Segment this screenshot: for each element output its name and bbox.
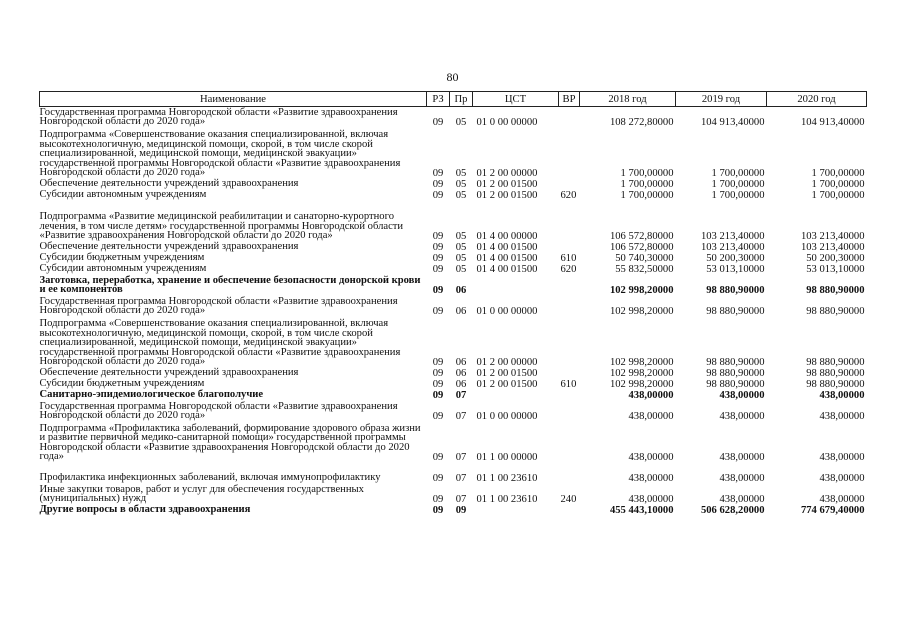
row-name: Подпрограмма «Развитие медицинской реабилитации и санаторно-курортного лечения, в том числе детям» государственной программы Новгородской области «Развитие здравоохранения Новгородской области до 2020 года» [39, 211, 404, 242]
table-row [40, 379, 867, 390]
row-2020: 104 913,40000 [800, 117, 865, 129]
row-2018: 102 998,20000 [609, 285, 674, 297]
col-header-name: Наименование [40, 92, 427, 107]
row-vr: 620 [560, 190, 577, 202]
row-vr [559, 296, 580, 317]
table-row [40, 422, 867, 463]
row-2020: 103 213,40000 [800, 242, 865, 254]
row-cst: 01 2 00 01500 [476, 179, 538, 191]
row-2019: 103 213,40000 [700, 231, 765, 243]
row-cst: 01 2 00 01500 [476, 379, 538, 391]
row-vr: 610 [560, 379, 577, 391]
row-pr: 05 [455, 264, 467, 276]
budget-table [39, 91, 867, 516]
col-header-rz: РЗ [427, 92, 450, 107]
row-name: Субсидии автономным учреждениям [39, 263, 207, 275]
row-pr: 05 [455, 231, 467, 243]
row-cst [473, 275, 559, 296]
row-rz: 09 [432, 264, 444, 276]
row-vr [559, 242, 580, 253]
table-row [40, 505, 867, 516]
row-vr [559, 201, 580, 242]
row-2018: 102 998,20000 [609, 368, 674, 380]
row-vr: 240 [560, 494, 577, 506]
row-vr [559, 317, 580, 368]
row-vr [559, 368, 580, 379]
row-2018: 438,00000 [628, 473, 674, 485]
row-2020: 438,00000 [819, 473, 865, 485]
row-2020: 438,00000 [819, 411, 865, 423]
row-pr: 06 [455, 368, 467, 380]
col-header-cst: ЦСТ [473, 92, 559, 107]
table-row [40, 242, 867, 253]
row-2020: 50 200,30000 [806, 253, 865, 265]
row-2020: 1 700,00000 [811, 179, 865, 191]
row-vr [559, 463, 580, 484]
row-name: Субсидии бюджетным учреждениям [39, 378, 205, 390]
row-name: Санитарно-эпидемиологическое благополучие [39, 389, 264, 401]
row-cst: 01 4 00 01500 [476, 264, 538, 276]
row-pr: 07 [455, 411, 467, 423]
col-header-pr: Пр [450, 92, 473, 107]
table-row [40, 390, 867, 401]
row-cst: 01 0 00 00000 [476, 411, 538, 423]
row-2018: 438,00000 [628, 494, 674, 506]
row-vr [559, 107, 580, 129]
row-name: Иные закупки товаров, работ и услуг для обеспечения государственных (муниципальных) нужд [39, 483, 364, 505]
row-name: Другие вопросы в области здравоохранения [39, 504, 251, 516]
row-name: Государственная программа Новгородской области «Развитие здравоохранения Новгородской области до 2020 года» [39, 295, 398, 317]
row-2019: 1 700,00000 [711, 168, 765, 180]
row-vr [559, 390, 580, 401]
col-header-2018: 2018 год [580, 92, 676, 107]
row-name: Субсидии автономным учреждениям [39, 189, 207, 201]
row-2020: 98 880,90000 [806, 306, 865, 318]
row-name: Обеспечение деятельности учреждений здравоохранения [39, 367, 299, 379]
row-pr: 09 [455, 505, 467, 517]
row-2020: 98 880,90000 [806, 379, 865, 391]
row-name: Подпрограмма «Профилактика заболеваний, формирование здорового образа жизни и развитие первичной медико-санитарной помощи» государственной программы Новгородской области «Развитие здравоохранения Новгородской области до 2020 года» [39, 422, 421, 463]
row-vr [559, 505, 580, 516]
row-2019: 438,00000 [719, 390, 765, 402]
row-rz: 09 [432, 505, 444, 517]
row-pr: 05 [455, 242, 467, 254]
row-2019: 104 913,40000 [700, 117, 765, 129]
row-2020: 438,00000 [819, 452, 865, 464]
page-number: 80 [446, 70, 459, 84]
row-2020: 103 213,40000 [800, 231, 865, 243]
row-2018: 438,00000 [628, 452, 674, 464]
table-header-row [40, 92, 867, 107]
row-rz: 09 [432, 190, 444, 202]
row-name: Субсидии бюджетным учреждениям [39, 252, 205, 264]
row-2019: 98 880,90000 [706, 306, 765, 318]
row-pr: 07 [455, 494, 467, 506]
table-row [40, 190, 867, 201]
row-vr [559, 422, 580, 463]
row-pr: 05 [455, 179, 467, 191]
row-2020: 98 880,90000 [806, 368, 865, 380]
row-2019: 98 880,90000 [706, 357, 765, 369]
row-cst [473, 505, 559, 516]
table-row [40, 484, 867, 505]
row-2019: 1 700,00000 [711, 190, 765, 202]
row-rz: 09 [432, 368, 444, 380]
row-cst: 01 2 00 01500 [476, 190, 538, 202]
row-2018: 438,00000 [628, 411, 674, 423]
row-2019: 438,00000 [719, 411, 765, 423]
col-header-2020: 2020 год [767, 92, 867, 107]
row-pr: 06 [455, 306, 467, 318]
row-rz: 09 [432, 390, 444, 402]
row-pr: 05 [455, 253, 467, 265]
row-rz: 09 [432, 168, 444, 180]
row-cst: 01 1 00 23610 [476, 473, 538, 485]
row-name: Заготовка, переработка, хранение и обеспечение безопасности донорской крови и ее компонентов [39, 274, 421, 296]
row-2018: 106 572,80000 [609, 231, 674, 243]
row-pr: 05 [455, 168, 467, 180]
row-2019: 98 880,90000 [706, 368, 765, 380]
table-row [40, 179, 867, 190]
table-row [40, 264, 867, 275]
row-2018: 438,00000 [628, 390, 674, 402]
row-2019: 103 213,40000 [700, 242, 765, 254]
row-2020: 1 700,00000 [811, 168, 865, 180]
row-vr: 610 [560, 253, 577, 265]
col-header-2019: 2019 год [676, 92, 767, 107]
row-vr [559, 128, 580, 179]
row-pr: 07 [455, 390, 467, 402]
row-rz: 09 [432, 306, 444, 318]
row-2019: 438,00000 [719, 452, 765, 464]
row-2020: 1 700,00000 [811, 190, 865, 202]
row-cst: 01 4 00 00000 [476, 231, 538, 243]
row-cst: 01 0 00 00000 [476, 117, 538, 129]
row-2018: 55 832,50000 [615, 264, 674, 276]
row-name: Подпрограмма «Совершенствование оказания специализированной, включая высокотехнологичную, медицинской помощи, скорой, в том числе скорой специализированной, медицинской помощи, медицинской эвакуации» государственной программы Новгородской области «Развитие здравоохранения Новгородской области до 2020 года» [39, 318, 401, 368]
row-2018: 455 443,10000 [609, 505, 674, 517]
row-pr: 06 [455, 357, 467, 369]
row-2018: 108 272,80000 [609, 117, 674, 129]
row-2018: 1 700,00000 [620, 179, 674, 191]
table-row [40, 275, 867, 296]
table-row [40, 107, 867, 129]
row-2018: 1 700,00000 [620, 168, 674, 180]
row-2018: 102 998,20000 [609, 306, 674, 318]
row-cst: 01 1 00 23610 [476, 494, 538, 506]
table-row [40, 317, 867, 368]
table-row [40, 201, 867, 242]
row-rz: 09 [432, 357, 444, 369]
row-2020: 438,00000 [819, 494, 865, 506]
row-2018: 1 700,00000 [620, 190, 674, 202]
row-cst: 01 4 00 01500 [476, 242, 538, 254]
row-2018: 50 740,30000 [615, 253, 674, 265]
row-rz: 09 [432, 473, 444, 485]
row-name: Подпрограмма «Совершенствование оказания специализированной, включая высокотехнологичную, медицинской помощи, скорой, в том числе скорой специализированной, медицинской помощи, медицинской эвакуации» государственной программы Новгородской области «Развитие здравоохранения Новгородской области до 2020 года» [39, 129, 401, 179]
row-rz: 09 [432, 494, 444, 506]
table-row [40, 296, 867, 317]
row-pr: 06 [455, 285, 467, 297]
table-row [40, 463, 867, 484]
row-2019: 438,00000 [719, 494, 765, 506]
table-body [40, 107, 867, 517]
row-vr [559, 179, 580, 190]
row-2019: 506 628,20000 [700, 505, 765, 517]
row-rz: 09 [432, 285, 444, 297]
row-cst: 01 0 00 00000 [476, 306, 538, 318]
row-name: Профилактика инфекционных заболеваний, включая иммунопрофилактику [39, 472, 381, 484]
row-2020: 98 880,90000 [806, 285, 865, 297]
row-vr [559, 401, 580, 422]
row-cst: 01 2 00 00000 [476, 357, 538, 369]
row-rz: 09 [432, 411, 444, 423]
row-2018: 106 572,80000 [609, 242, 674, 254]
row-2020: 774 679,40000 [800, 505, 865, 517]
row-2018: 102 998,20000 [609, 379, 674, 391]
row-vr [559, 275, 580, 296]
row-2019: 50 200,30000 [706, 253, 765, 265]
row-pr: 05 [455, 190, 467, 202]
table-row [40, 253, 867, 264]
table-row [40, 401, 867, 422]
row-2019: 98 880,90000 [706, 379, 765, 391]
row-pr: 06 [455, 379, 467, 391]
row-rz: 09 [432, 379, 444, 391]
row-vr: 620 [560, 264, 577, 276]
row-rz: 09 [432, 242, 444, 254]
row-rz: 09 [432, 253, 444, 265]
row-cst: 01 1 00 00000 [476, 452, 538, 464]
row-2019: 1 700,00000 [711, 179, 765, 191]
row-cst: 01 2 00 00000 [476, 168, 538, 180]
row-rz: 09 [432, 179, 444, 191]
row-pr: 05 [455, 117, 467, 129]
table-row [40, 128, 867, 179]
row-2020: 98 880,90000 [806, 357, 865, 369]
row-pr: 07 [455, 452, 467, 464]
col-header-vr: ВР [559, 92, 580, 107]
table-row [40, 368, 867, 379]
row-2019: 53 013,10000 [706, 264, 765, 276]
row-2019: 98 880,90000 [706, 285, 765, 297]
row-2019: 438,00000 [719, 473, 765, 485]
row-cst [473, 390, 559, 401]
row-rz: 09 [432, 117, 444, 129]
row-pr: 07 [455, 473, 467, 485]
row-cst: 01 2 00 01500 [476, 368, 538, 380]
row-cst: 01 4 00 01500 [476, 253, 538, 265]
row-2018: 102 998,20000 [609, 357, 674, 369]
row-name: Обеспечение деятельности учреждений здравоохранения [39, 241, 299, 253]
row-rz: 09 [432, 231, 444, 243]
row-name: Государственная программа Новгородской области «Развитие здравоохранения Новгородской области до 2020 года» [39, 106, 398, 128]
row-2020: 53 013,10000 [806, 264, 865, 276]
row-2020: 438,00000 [819, 390, 865, 402]
row-rz: 09 [432, 452, 444, 464]
row-name: Обеспечение деятельности учреждений здравоохранения [39, 178, 299, 190]
row-name: Государственная программа Новгородской области «Развитие здравоохранения Новгородской области до 2020 года» [39, 400, 398, 422]
